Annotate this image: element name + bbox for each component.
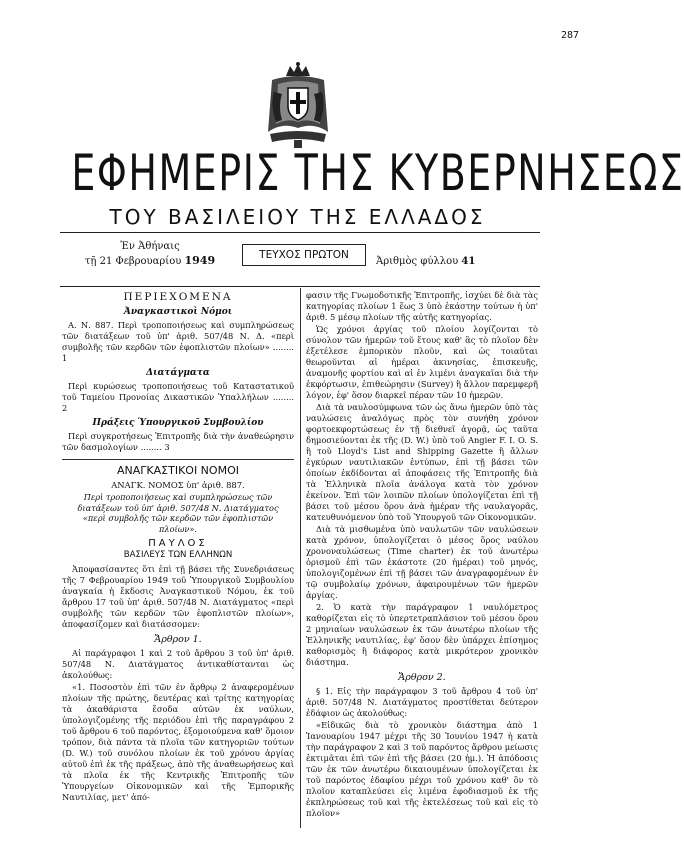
- issue-year: 1949: [184, 254, 216, 267]
- body-paragraph: Διὰ τὰ μισθωμένα ὑπὸ ναυλωτῶν τῶν ναυλώσεων κατὰ χρόνον, ὑπολογίζεται ὁ μέσος ὅρος ναύλου χρονοναυλώσεως (Time charter) ἐκ τοῦ ἀνωτέρω ὁρισμοῦ ἐπὶ τῶν ἐκάστοτε (20 ἡμέραι) τοῦ μηνός, ὑπολογιζομένων ἐπὶ τῇ βάσει τῶν ἀναγραφομένων ἐν τῷ συμβολαίῳ χρόνων, ἀφαιρουμένων τῶν ἡμερῶν ἀργίας.: [306, 524, 538, 600]
- contents-item: Α. Ν. 887. Περὶ τροποποιήσεως καὶ συμπληρώσεως τῶν διατάξεων τοῦ ὑπ' ἀριθ. 507/48 Ν. Δ. «περὶ συμβολῆς τῶν κερδῶν τῶν ἐφοπλιστῶν πλοίων» ........ 1: [62, 320, 294, 363]
- masthead-title: ΕΦΗΜΕΡΙΣ ΤΗΣ ΚΥΒΕΡΝΗΣΕΩΣ: [71, 144, 684, 202]
- contents-heading: ΠΕΡΙΕΧΟΜΕΝΑ: [123, 291, 233, 303]
- contents-section-acts: Πράξεις Ὑπουργικοῦ Συμβουλίου: [92, 418, 264, 428]
- article-1-paragraph: Αἱ παράγραφοι 1 καὶ 2 τοῦ ἄρθρου 3 τοῦ ὑπ' ἀριθ. 507/48 Ν. Διατάγματος ἀντικαθίστανται ὡς ἀκολούθως:: [62, 648, 294, 680]
- issue-place: Ἐν Ἀθήναις: [120, 241, 180, 252]
- page-number: 287: [560, 30, 579, 41]
- body-paragraph: Διὰ τὰ ναυλοσύμφωνα τῶν ὡς ἄνω ἡμερῶν ὑπὸ τὰς ναυλώσεις ἀναλόγως πρὸς τὸν συνήθη χρόνον φορτοεκφορτώσεως ἐν τῇ διεθνεῖ ἀγορᾷ, ὡς ταῦτα δημοσιεύονται ἐκ τῆς (D. W.) ὑπὸ τοῦ Angier F. I. O. S. ἢ τοῦ Lloyd's List and Shipping Gazette ἢ ἄλλων ἐγκύρων ναυτιλιακῶν ἐντύπων, ἐπὶ τῇ βάσει τῶν ὁποίων ἐκδίδονται αἱ ἀποφάσεις τῆς Ἐπιτροπῆς διὰ τὰ Ἑλληνικὰ πλοῖα ἀνάλογα κατὰ τὸν χρόνον ἐκείνον. Ἐπὶ τῶν λοιπῶν πλοίων ὑπολογίζεται ἐπὶ τῇ βάσει τοῦ μέσου ὅρου ἀνὰ ἡμέραν τῆς ναυλαγορᾶς, κατευθυνόμενον ὑπὸ τοῦ Ὑπουργοῦ τῶν Οἰκονομικῶν.: [306, 402, 538, 522]
- royal-coat-of-arms-icon: [264, 62, 332, 150]
- contents-section-decrees: Διατάγματα: [146, 368, 210, 378]
- masthead-subtitle: ΤΟΥ ΒΑΣΙΛΕΙΟΥ ΤΗΣ ΕΛΛΑΔΟΣ: [109, 205, 486, 229]
- issue-date-block: [64, 240, 236, 269]
- contents-section-laws: Ἀναγκαστικοὶ Νόμοι: [123, 307, 233, 317]
- divider: [60, 232, 540, 233]
- right-column: [306, 290, 538, 820]
- contents-item: Περὶ κυρώσεως τροποποιήσεως τοῦ Καταστατικοῦ τοῦ Ταμείου Προνοίας Δικαστικῶν Ὑπαλλήλων ........ 2: [62, 381, 294, 413]
- sheet-label: Ἀριθμὸς φύλλου: [376, 256, 459, 267]
- law-title: Περὶ τροποποιήσεως καὶ συμπληρώσεως τῶν διατάξεων τοῦ ὑπ' ἀριθ. 507/48 Ν. Διατάγματος «περὶ συμβολῆς τῶν κερδῶν τῶν ἐφοπλιστῶν πλοίων».: [77, 492, 279, 534]
- laws-heading: ΑΝΑΓΚΑΣΤΙΚΟΙ ΝΟΜΟΙ: [117, 464, 239, 477]
- sheet-number: 41: [461, 256, 476, 267]
- king-title: ΒΑΣΙΛΕΥΣ ΤΩΝ ΕΛΛΗΝΩΝ: [123, 550, 233, 560]
- body-paragraph: Ὡς χρόνοι ἀργίας τοῦ πλοίου λογίζονται τὸ σύνολον τῶν ἡμερῶν τοῦ ἔτους καθ' ἃς τὸ πλοῖον δὲν ἐξετέλεσε ἐμπορικὸν πλοῦν, καὶ ὡς τοιαῦται θεωροῦνται αἱ ἡμέραι ἀκινησίας, ἐπισκευῆς, ἀναμονῆς φορτίου καὶ αἱ ἐν λιμένι ἀναγκαῖαι διὰ τὴν ἐκφόρτωσιν, ἐπιθεώρησιν (Survey) ἢ ἄλλον παρεμφερῆ λόγον, ἐφ' ὅσον διαρκεῖ πέραν τῶν 10 ἡμερῶν.: [306, 324, 538, 400]
- article-1-paragraph: «1. Ποσοστὸν ἐπὶ τῶν ἐν ἄρθρῳ 2 ἀναφερομένων πλοίων τῆς πρώτης, δευτέρας καὶ τρίτης κατηγορίας τὰ ἀκαθάριστα ἔσοδα αὐτῶν ἐκ ναύλων, ὑπολογιζομένης τῆς περιόδου ἐπὶ τῆς παραγράφου 2 τοῦ ἄρθρου 6 τοῦ παρόντος, ἐξομοιούμενα καθ' ὅμοιον τρόπον, διὰ πάντα τὰ πλοῖα τῶν κατηγοριῶν τούτων (D. W.) τοῦ συνόλου πλοίων ἐκ τοῦ χρόνου ἀργίας αὐτοῦ ἐπὶ ἐκ τῆς πράξεως, ἀπὸ τῆς ἀναθεωρήσεως καὶ τὰ πλοῖα ἐκ τῆς Κεντρικῆς Ἐπιτροπῆς τῶν Ὑπουργείων Οἰκονομικῶν καὶ τῆς Ἐμπορικῆς Ναυτιλίας, μετ' ἀπό-: [62, 682, 294, 802]
- article-2-paragraph: § 1. Εἰς τὴν παράγραφον 3 τοῦ ἄρθρου 4 τοῦ ὑπ' ἀριθ. 507/48 Ν. Διατάγματος προστίθεται δεύτερον ἐδάφιον ὡς ἀκολούθως:: [306, 686, 538, 718]
- issue-date: [64, 254, 236, 269]
- king-name: ΠΑΥΛΟΣ: [148, 538, 208, 549]
- teuchos-label: ΤΕΥΧΟΣ ΠΡΩΤΟΝ: [242, 244, 366, 266]
- law-number: ΑΝΑΓΚ. ΝΟΜΟΣ ὑπ' ἀριθ. 887.: [111, 480, 245, 490]
- article-2-heading: Ἄρθρον 2.: [398, 672, 446, 683]
- column-divider: [300, 288, 301, 828]
- article-1-heading: Ἄρθρον 1.: [154, 634, 202, 645]
- divider: [62, 459, 294, 460]
- body-paragraph: 2. Ὁ κατὰ τὴν παράγραφον 1 ναυλόμετρος καθορίζεται εἰς τὸ ὑπερτετραπλάσιον τοῦ μέσου ὅρου 2 μηνιαίων ναυλώσεων ἐκ τῶν ἀνωτέρω πλοίων τῆς Ἑλληνικῆς ναυτιλίας, ἐφ' ὅσον δὲν ὑπάρχει ἐπίσημος καθορισμὸς ἢ διάφορος κατὰ μικρότερον χρονικὸν διάστημα.: [306, 602, 538, 667]
- contents-item: Περὶ συγκροτήσεως Ἐπιτροπῆς διὰ τὴν ἀναθεώρησιν τῶν δασμολογίων ........ 3: [62, 431, 294, 452]
- body-paragraph: φασιν τῆς Γνωμοδοτικῆς Ἐπιτροπῆς, ἰσχύει δὲ διὰ τὰς κατηγορίας πλοίων 1 ἕως 3 ὑπὸ ἐκάστην τούτων ἡ ὑπ' ἀριθ. 5 μέσῳ πλοίων τῆς αὐτῆς κατηγορίας.: [306, 290, 538, 322]
- left-column: [62, 290, 294, 804]
- divider: [60, 286, 540, 287]
- issue-date-prefix: τῇ 21 Φεβρουαρίου: [84, 256, 182, 267]
- preamble: Ἀποφασίσαντες ὅτι ἐπὶ τῇ βάσει τῆς Συνεδριάσεως τῆς 7 Φεβρουαρίου 1949 τοῦ Ὑπουργικοῦ Συμβουλίου ἀναγκαία ἡ ἔκδοσις Ἀναγκαστικοῦ Νόμου, ἐκ τοῦ ἄρθρου 17 τοῦ ὑπ' ἀριθ. 507/48 Ν. Διατάγματος «περὶ συμβολῆς τῶν κερδῶν τῶν ἐφοπλιστῶν πλοίων», ἀποφασίζομεν καὶ διατάσσομεν:: [62, 564, 294, 629]
- sheet-number-block: [376, 256, 526, 268]
- article-2-paragraph: «Εἰδικῶς διὰ τὸ χρονικὸν διάστημα ἀπὸ 1 Ἰανουαρίου 1947 μέχρι τῆς 30 Ἰουνίου 1947 ἡ κατὰ τὴν παράγραφον 2 καὶ 3 τοῦ παρόντος ἄρθρου μείωσις ἐκτιμᾶται ἐπὶ τῶν ἐπὶ τῆς βάσει (20 ἡμ.). Ἡ ἀπόδοσις τῶν ἐκ τῶν ἀνωτέρω δικαιουμένων ὑπολογίζεται ἐκ τοῦ παρόντος ἐδαφίου μέχρι τοῦ χρόνου καθ' ὃν τὸ πλοῖον καταπλεύσει εἰς λιμένα ἐφοδιασμοῦ ἐκ τῆς ἐκπληρώσεως τοῦ καὶ τῆς ἐκτελέσεως τοῦ καὶ εἰς τὸ πλοῖον»: [306, 720, 538, 818]
